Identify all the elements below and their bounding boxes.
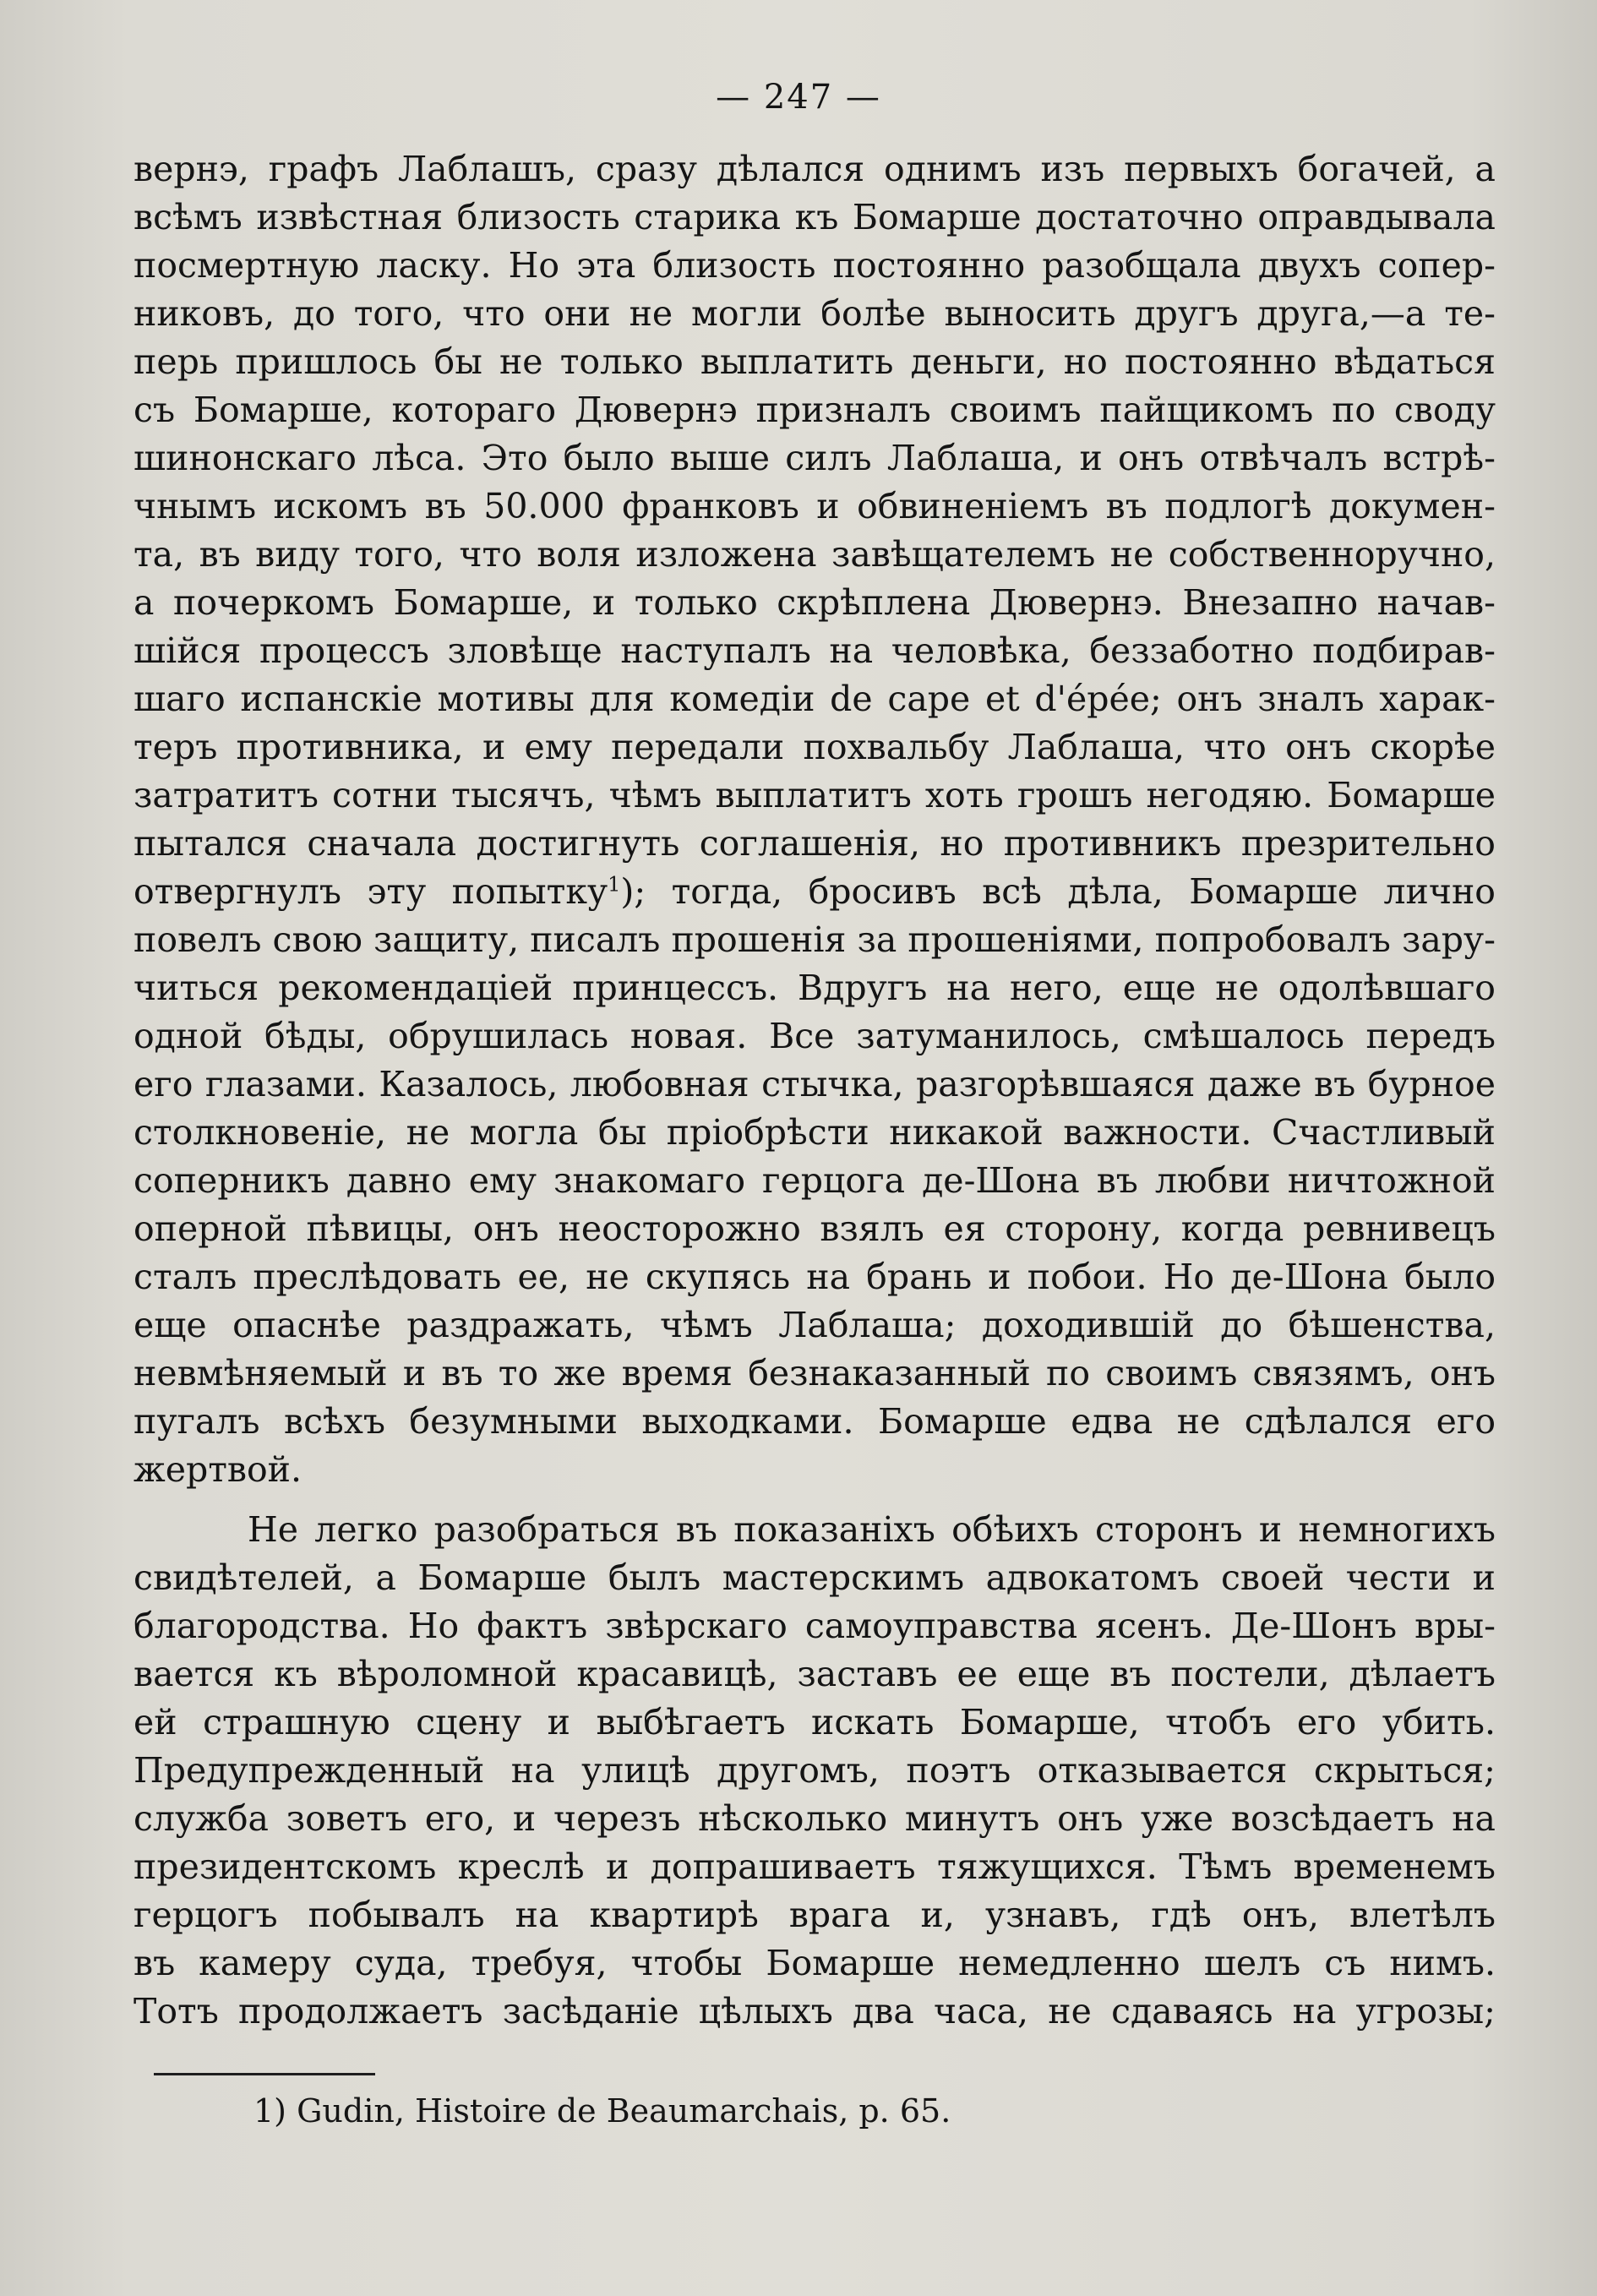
text-line: вернэ, графъ Лаблашъ, сразу дѣлался однимъ изъ первыхъ богачей, а [134,149,1496,189]
text-line: чнымъ искомъ въ 50.000 франковъ и обвиненіемъ въ подлогѣ докумен- [134,486,1496,526]
text-line: президентскомъ креслѣ и допрашиваетъ тяжущихся. Тѣмъ временемъ [134,1846,1496,1887]
text-line: свидѣтелей, а Бомарше былъ мастерскимъ адвокатомъ своей чести и [134,1557,1496,1598]
text-line: благородства. Но фактъ звѣрскаго самоуправства ясенъ. Де-Шонъ вры- [134,1606,1496,1646]
text-line: повелъ свою защиту, писалъ прошенія за прошеніями, попробовалъ зару- [134,919,1496,960]
text-line: читься рекомендаціей принцессъ. Вдругъ на него, еще не одолѣвшаго [134,968,1496,1008]
footnote: 1) Gudin, Histoire de Beaumarchais, p. 65. [253,2092,951,2130]
text-line: теръ противника, и ему передали похвальбу Лаблаша, что онъ скорѣе [134,727,1496,767]
text-line: затратитъ сотни тысячъ, чѣмъ выплатитъ хоть грошъ негодяю. Бомарше [134,775,1496,815]
text-line: а почеркомъ Бомарше, и только скрѣплена Дювернэ. Внезапно начав- [134,582,1496,623]
text-line: въ камеру суда, требуя, чтобы Бомарше немедленно шелъ съ нимъ. [134,1943,1496,1983]
text-line: служба зоветъ его, и черезъ нѣсколько минутъ онъ уже возсѣдаетъ на [134,1798,1496,1839]
text-line: соперникъ давно ему знакомаго герцога де-Шона въ любви ничтожной [134,1160,1496,1201]
text-line: всѣмъ извѣстная близость старика къ Бомарше достаточно оправдывала [134,197,1496,237]
text-line: шійся процессъ зловѣще наступалъ на человѣка, беззаботно подбирав- [134,630,1496,671]
text-line: столкновеніе, не могла бы пріобрѣсти никакой важности. Счастливый [134,1112,1496,1153]
text-line: посмертную ласку. Но эта близость постоянно разобщала двухъ сопер- [134,245,1496,286]
text-line: шинонскаго лѣса. Это было выше силъ Лаблаша, и онъ отвѣчалъ встрѣ- [134,438,1496,478]
text-line: жертвой. [134,1449,303,1490]
footnote-divider [154,2073,375,2075]
text-line-with-footnote-ref [134,868,1496,916]
paragraph-gap [134,1494,1496,1506]
text-line: пугалъ всѣхъ безумными выходками. Бомарше едва не сдѣлался его [134,1401,1496,1442]
text-line: невмѣняемый и въ то же время безнаказанный по своимъ связямъ, онъ [134,1353,1496,1393]
text-segment: отвергнулъ эту попытку [134,871,608,912]
text-line: шаго испанскіе мотивы для комедіи de cape et d'épée; онъ зналъ харак- [134,679,1496,719]
text-line: пытался сначала достигнуть соглашенія, но противникъ презрительно [134,823,1496,864]
text-line: еще опаснѣе раздражать, чѣмъ Лаблаша; доходившій до бѣшенства, [134,1305,1496,1345]
text-line: Не легко разобраться въ показаніхъ обѣихъ сторонъ и немногихъ [248,1509,1496,1550]
text-line: ей страшную сцену и выбѣгаетъ искать Бомарше, чтобъ его убить. [134,1702,1496,1742]
text-line: Тотъ продолжаетъ засѣданіе цѣлыхъ два часа, не сдаваясь на угрозы; [134,1991,1496,2031]
text-line: никовъ, до того, что они не могли болѣе выносить другъ друга,—а те- [134,293,1496,334]
text-line: его глазами. Казалось, любовная стычка, разгорѣвшаяся даже въ бурное [134,1064,1496,1104]
page-number: — 247 — [716,78,881,117]
text-line: Предупрежденный на улицѣ другомъ, поэтъ отказывается скрыться; [134,1750,1496,1791]
text-line: вается къ вѣроломной красавицѣ, заставъ ее еще въ постели, дѣлаетъ [134,1654,1496,1694]
text-line: перь пришлось бы не только выплатить деньги, но постоянно вѣдаться [134,341,1496,382]
text-line: герцогъ побывалъ на квартирѣ врага и, узнавъ, гдѣ онъ, влетѣлъ [134,1895,1496,1935]
text-line: сталъ преслѣдовать ее, не скупясь на брань и побои. Но де-Шона было [134,1257,1496,1297]
text-line: съ Бомарше, котораго Дювернэ призналъ своимъ пайщикомъ по своду [134,390,1496,430]
main-text [134,145,1496,2036]
text-line: одной бѣды, обрушилась новая. Все затуманилось, смѣшалось передъ [134,1016,1496,1056]
text-segment: ); тогда, бросивъ всѣ дѣла, Бомарше лично [620,871,1496,912]
footnote-reference: 1 [608,872,621,897]
text-line: оперной пѣвицы, онъ неосторожно взялъ ея сторону, когда ревнивецъ [134,1208,1496,1249]
text-line: та, въ виду того, что воля изложена завѣщателемъ не собственноручно, [134,534,1496,575]
